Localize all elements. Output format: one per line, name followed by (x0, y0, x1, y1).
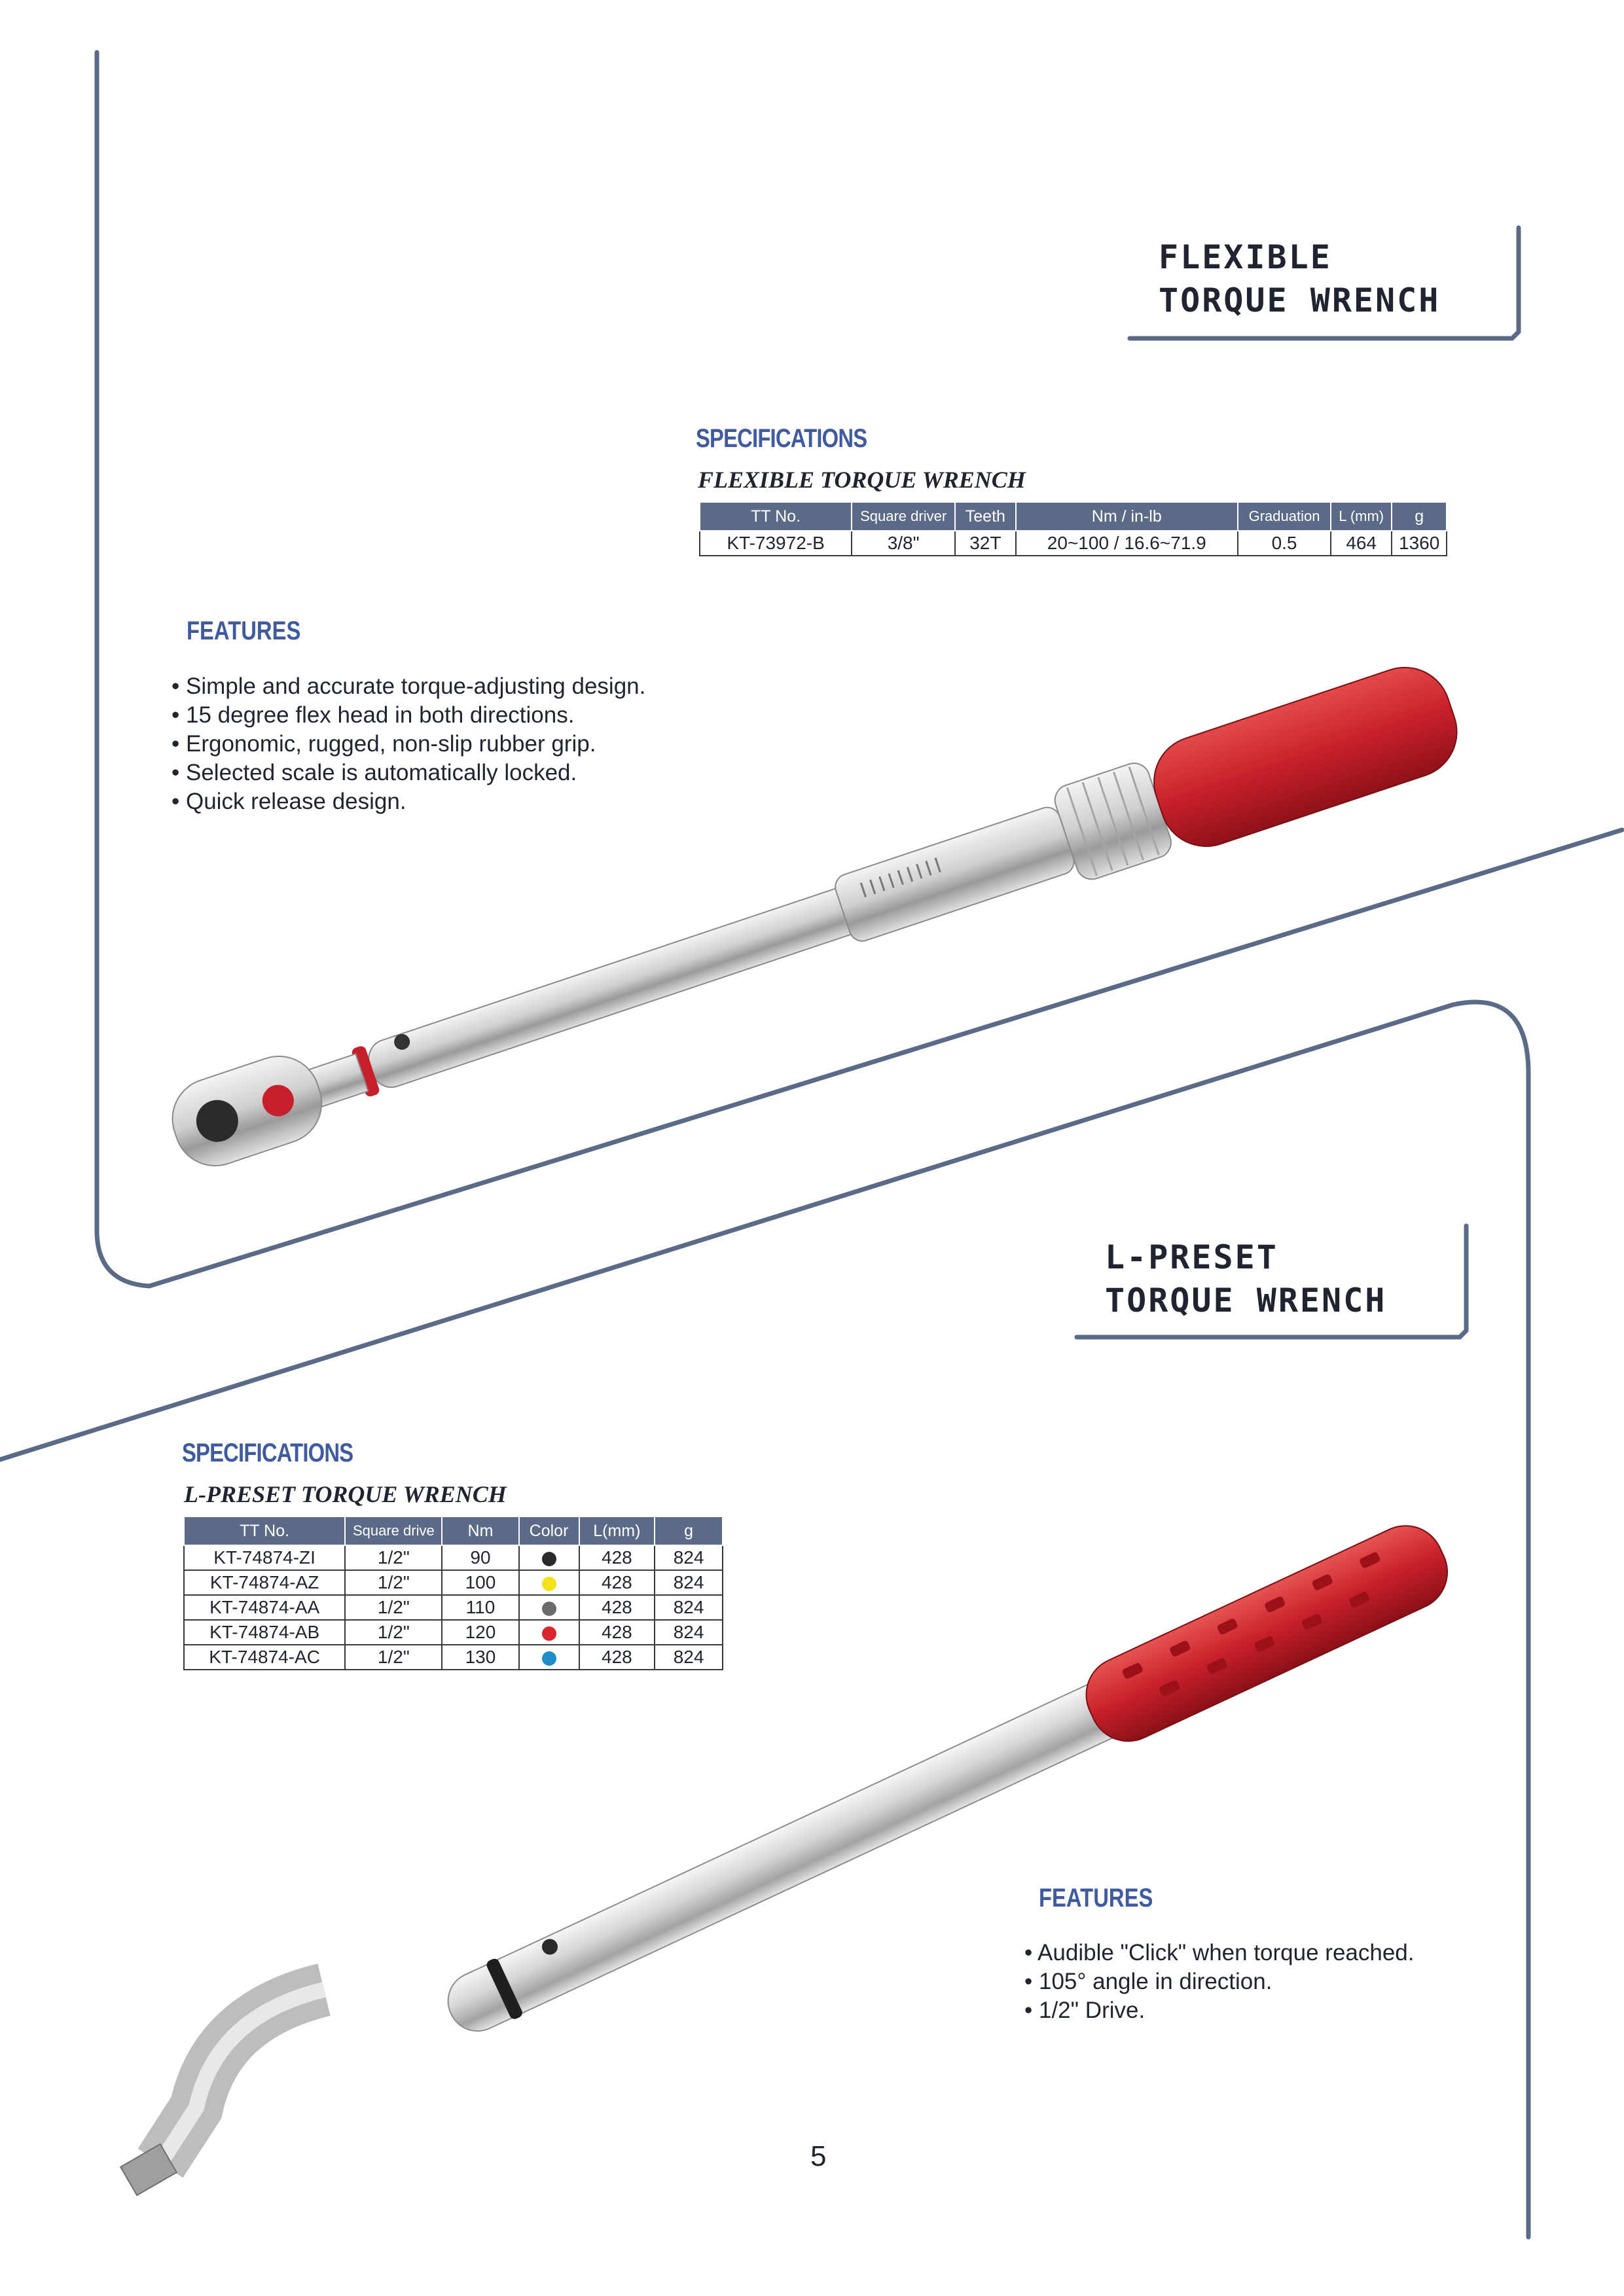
col-nm-inlb: Nm / in-lb (1016, 502, 1238, 531)
cell-tt-no: KT-74874-ZI (184, 1545, 345, 1570)
cell-tt-no: KT-74874-AC (184, 1645, 345, 1670)
lpreset-title-line2: TORQUE WRENCH (1105, 1282, 1387, 1319)
table-row (700, 531, 1447, 556)
flexible-spec-table (699, 501, 1447, 556)
col-graduation: Graduation (1238, 502, 1331, 531)
col-tt-no: TT No. (184, 1516, 345, 1545)
flexible-spec-subtitle: FLEXIBLE TORQUE WRENCH (698, 467, 1026, 493)
cell-square-driver: 3/8" (852, 531, 955, 556)
table-row (184, 1595, 723, 1620)
cell-teeth: 32T (955, 531, 1015, 556)
list-item: • Simple and accurate torque-adjusting design. (171, 672, 645, 701)
cell-nm: 100 (442, 1570, 518, 1595)
cell-square-drive: 1/2" (345, 1545, 442, 1570)
flexible-features-list (171, 672, 645, 816)
cell-tt-no: KT-74874-AA (184, 1595, 345, 1620)
table-row (184, 1545, 723, 1570)
flexible-title (1159, 236, 1440, 322)
cell-nm: 90 (442, 1545, 518, 1570)
cell-tt-no: KT-73972-B (700, 531, 852, 556)
color-dot-red (542, 1626, 556, 1641)
cell-length: 428 (579, 1595, 655, 1620)
cell-weight: 824 (655, 1620, 723, 1645)
cell-nm: 110 (442, 1595, 518, 1620)
cell-length: 428 (579, 1545, 655, 1570)
lpreset-features-list (1024, 1939, 1415, 2025)
cell-square-drive: 1/2" (345, 1570, 442, 1595)
cell-tt-no: KT-74874-AZ (184, 1570, 345, 1595)
cell-color (519, 1545, 579, 1570)
table-row (184, 1620, 723, 1645)
cell-nm: 120 (442, 1620, 518, 1645)
cell-color (519, 1570, 579, 1595)
lpreset-spec-heading: SPECIFICATIONS (182, 1439, 353, 1467)
col-length: L(mm) (579, 1516, 655, 1545)
lpreset-title-line1: L-PRESET (1105, 1238, 1278, 1276)
cell-nm-inlb: 20~100 / 16.6~71.9 (1016, 531, 1238, 556)
cell-square-drive: 1/2" (345, 1645, 442, 1670)
flexible-title-line1: FLEXIBLE (1159, 238, 1332, 276)
table-row (184, 1570, 723, 1595)
list-item: • Audible "Click" when torque reached. (1024, 1939, 1415, 1967)
cell-color (519, 1595, 579, 1620)
col-color: Color (519, 1516, 579, 1545)
col-weight: g (655, 1516, 723, 1545)
lpreset-spec-subtitle: L-PRESET TORQUE WRENCH (184, 1481, 507, 1507)
list-item: • 105° angle in direction. (1024, 1967, 1415, 1996)
table-header-row (184, 1516, 723, 1545)
l-wrench-red-grip (1074, 1513, 1460, 1753)
color-dot-black (542, 1552, 556, 1566)
cell-weight: 1360 (1392, 531, 1447, 556)
flexible-spec-heading: SPECIFICATIONS (696, 424, 867, 453)
cell-weight: 824 (655, 1570, 723, 1595)
cell-weight: 824 (655, 1545, 723, 1570)
table-row (184, 1645, 723, 1670)
cell-nm: 130 (442, 1645, 518, 1670)
cell-length: 464 (1331, 531, 1392, 556)
lpreset-spec-table (183, 1516, 723, 1670)
table-header-row (700, 502, 1447, 531)
cell-length: 428 (579, 1570, 655, 1595)
color-dot-yellow (542, 1577, 556, 1591)
col-length: L (mm) (1331, 502, 1392, 531)
col-tt-no: TT No. (700, 502, 852, 531)
cell-weight: 824 (655, 1595, 723, 1620)
cell-color (519, 1645, 579, 1670)
list-item: • Ergonomic, rugged, non-slip rubber grip. (171, 730, 645, 759)
cell-weight: 824 (655, 1645, 723, 1670)
col-nm: Nm (442, 1516, 518, 1545)
list-item: • Selected scale is automatically locked. (171, 759, 645, 787)
lpreset-title (1105, 1236, 1386, 1322)
cell-graduation: 0.5 (1238, 531, 1331, 556)
list-item: • 15 degree flex head in both directions. (171, 701, 645, 730)
list-item: • 1/2" Drive. (1024, 1996, 1415, 2025)
cell-color (519, 1620, 579, 1645)
col-teeth: Teeth (955, 502, 1015, 531)
page-number: 5 (810, 2140, 827, 2172)
color-dot-blue (542, 1651, 556, 1666)
col-square-driver: Square driver (852, 502, 955, 531)
col-weight: g (1392, 502, 1447, 531)
lpreset-features-heading: FEATURES (1039, 1884, 1153, 1912)
cell-length: 428 (579, 1645, 655, 1670)
color-dot-gray (542, 1602, 556, 1616)
cell-length: 428 (579, 1620, 655, 1645)
lpreset-table-body (184, 1545, 723, 1670)
flexible-features-heading: FEATURES (187, 617, 301, 645)
col-square-drive: Square drive (345, 1516, 442, 1545)
cell-square-drive: 1/2" (345, 1595, 442, 1620)
cell-square-drive: 1/2" (345, 1620, 442, 1645)
list-item: • Quick release design. (171, 787, 645, 816)
cell-tt-no: KT-74874-AB (184, 1620, 345, 1645)
flexible-title-line2: TORQUE WRENCH (1159, 281, 1441, 319)
